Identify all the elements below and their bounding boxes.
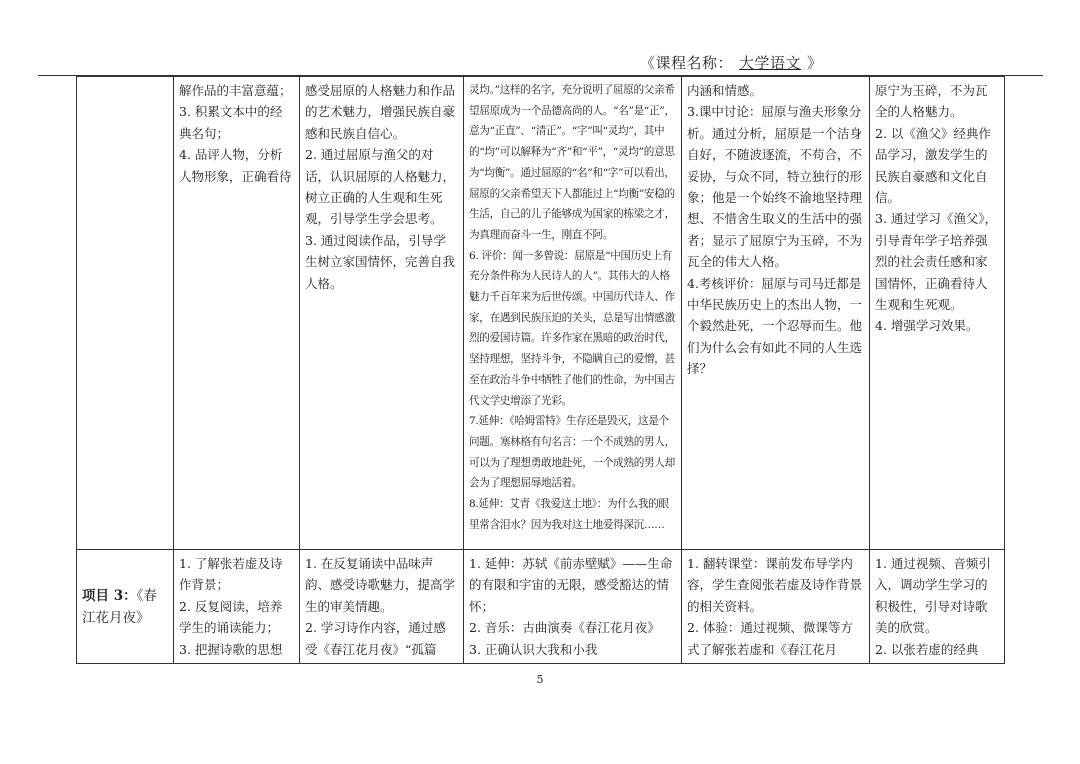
list-item: 3. 把握诗歌的思想 (179, 641, 283, 657)
list-item: 2. 体验：通过视频、微课等方式了解张若虚和《春江花月 (687, 620, 853, 657)
list-item: 3. 通过学习《渔父》，引导青年学子培养强烈的社会责任感和家国情怀，正确看待人生观和生死观。 (875, 211, 998, 313)
list-item: 2. 通过屈原与渔父的对话，认识屈原的人格魅力，树立正确的人生观和生死观，引导学生学会思考。 (305, 147, 456, 227)
list-item: 2. 音乐：古曲演奏《春江花月夜》 (469, 620, 660, 636)
list-item: 3.课中讨论：屈原与渔夫形象分析。通过分析，屈原是一个洁身自好，不随波逐流，不苟合，不妥协，与众不同，特立独行的形象；他是一个始终不渝地坚持理想、不惜舍生取义的生活中的强者；显示了屈原宁为玉碎，不为瓦全的伟大人格。 (687, 104, 863, 270)
page-number: 5 (536, 673, 544, 686)
list-item: 2. 以张若虚的经典 (875, 641, 979, 657)
knowledge-goals-cell (174, 77, 300, 550)
syllabus-table (76, 76, 1005, 664)
ideological-elements-cell (464, 550, 682, 664)
expected-effects-cell (870, 77, 1005, 550)
list-item: 灵均。”这样的名字，充分说明了屈原的父亲希望屈原成为一个品德高尚的人。“名”是“正”，意为“正直”、“清正”。“字”叫“灵均”，其中的“均”可以解释为“齐”和“平”，“灵均”的意思为“均衡”。通过屈原的“名”和“字”可以看出，屈原的父亲希望天下人都能过上“均衡”安稳的生活，自己的儿子能够成为国家的栋梁之才，为真理而奋斗一生，刚直不阿。 (469, 84, 675, 241)
list-item: 1. 在反复诵读中品味声韵、感受诗歌魅力，提高学生的审美情趣。 (305, 556, 456, 614)
list-item: 7.延伸：《哈姆雷特》生存还是毁灭，这是个问题。塞林格有句名言：一个不成熟的男人，可以为了理想勇敢地赴死，一个成熟的男人却会为了理想屈辱地活着。 (469, 415, 675, 490)
list-item: 4.考核评价：屈原与司马迁都是中华民族历史上的杰出人物，一个毅然赴死，一个忍辱而生。他们为什么会有如此不同的人生选择？ (687, 275, 863, 377)
table-row (77, 550, 1005, 664)
list-item: 3. 正确认识大我和小我 (469, 641, 598, 657)
ideological-elements-cell (464, 77, 682, 550)
expected-effects-cell (870, 550, 1005, 664)
project-cell (77, 550, 174, 664)
course-name: 大学语文 (739, 54, 802, 72)
list-item: 1. 了解张若虚及诗作背景； (179, 556, 283, 593)
course-header-prefix: 《课程名称： (640, 54, 734, 72)
list-item: 2. 以《渔父》经典作品学习，激发学生的民族自豪感和文化自信。 (875, 125, 991, 206)
course-header (640, 52, 823, 73)
list-item: 感受屈原的人格魅力和作品的艺术魅力，增强民族自豪感和民族自信心。 (305, 83, 456, 141)
list-item: 原宁为玉碎，不为瓦全的人格魅力。 (875, 83, 988, 120)
ideological-goals-cell (300, 550, 464, 664)
project-cell-empty (77, 77, 174, 550)
list-item: 3. 通过阅读作品，引导学生树立家国情怀，完善自我人格。 (305, 232, 456, 291)
list-item: 4. 增强学习效果。 (875, 318, 979, 334)
ideological-goals-cell (300, 77, 464, 550)
list-item: 3. 积累文本中的经典名句； (179, 104, 283, 141)
teaching-methods-cell (682, 77, 870, 550)
course-header-suffix: 》 (807, 54, 823, 72)
project-label: 项目 3： (82, 587, 137, 604)
list-item: 解作品的丰富意蕴； (179, 83, 292, 98)
list-item: 1. 翻转课堂：课前发布导学内容，学生查阅张若虚及诗作背景的相关资料。 (687, 556, 863, 614)
teaching-methods-cell (682, 550, 870, 664)
list-item: 2. 学习诗作内容，通过感受《春江花月夜》“孤篇 (305, 620, 446, 657)
list-item: 2. 反复阅读，培养学生的诵读能力； (179, 598, 283, 636)
project-title: 《春江花月夜》 (82, 587, 157, 626)
list-item: 1. 通过视频、音频引入，调动学生学习的积极性，引导对诗歌美的欣赏。 (875, 556, 991, 636)
list-item: 内涵和情感。 (687, 83, 763, 98)
list-item: 8.延伸：艾青《我爱这土地》：为什么我的眼里常含泪水？因为我对这土地爱得深沉…… (469, 498, 669, 531)
list-item: 1. 延伸：苏轼《前赤壁赋》——生命的有限和宇宙的无限，感受豁达的情怀； (469, 556, 673, 614)
table-row (77, 77, 1005, 550)
knowledge-goals-cell (174, 550, 300, 664)
list-item: 6. 评价：闻一多曾说：屈原是“中国历史上有充分条件称为人民诗人的人”。其伟大的人格魅力千百年来为后世传颂。中国历代诗人、作家，在遇到民族压迫的关头，总是写出情感激烈的爱国诗篇。许多作家在黑暗的政治时代，坚持理想，坚持斗争，不隐瞒自己的爱憎，甚至在政治斗争中牺牲了他们的性命，为中国古代文学史增添了光彩。 (469, 249, 675, 407)
list-item: 4. 品评人物，分析人物形象，正确看待 (179, 147, 292, 184)
